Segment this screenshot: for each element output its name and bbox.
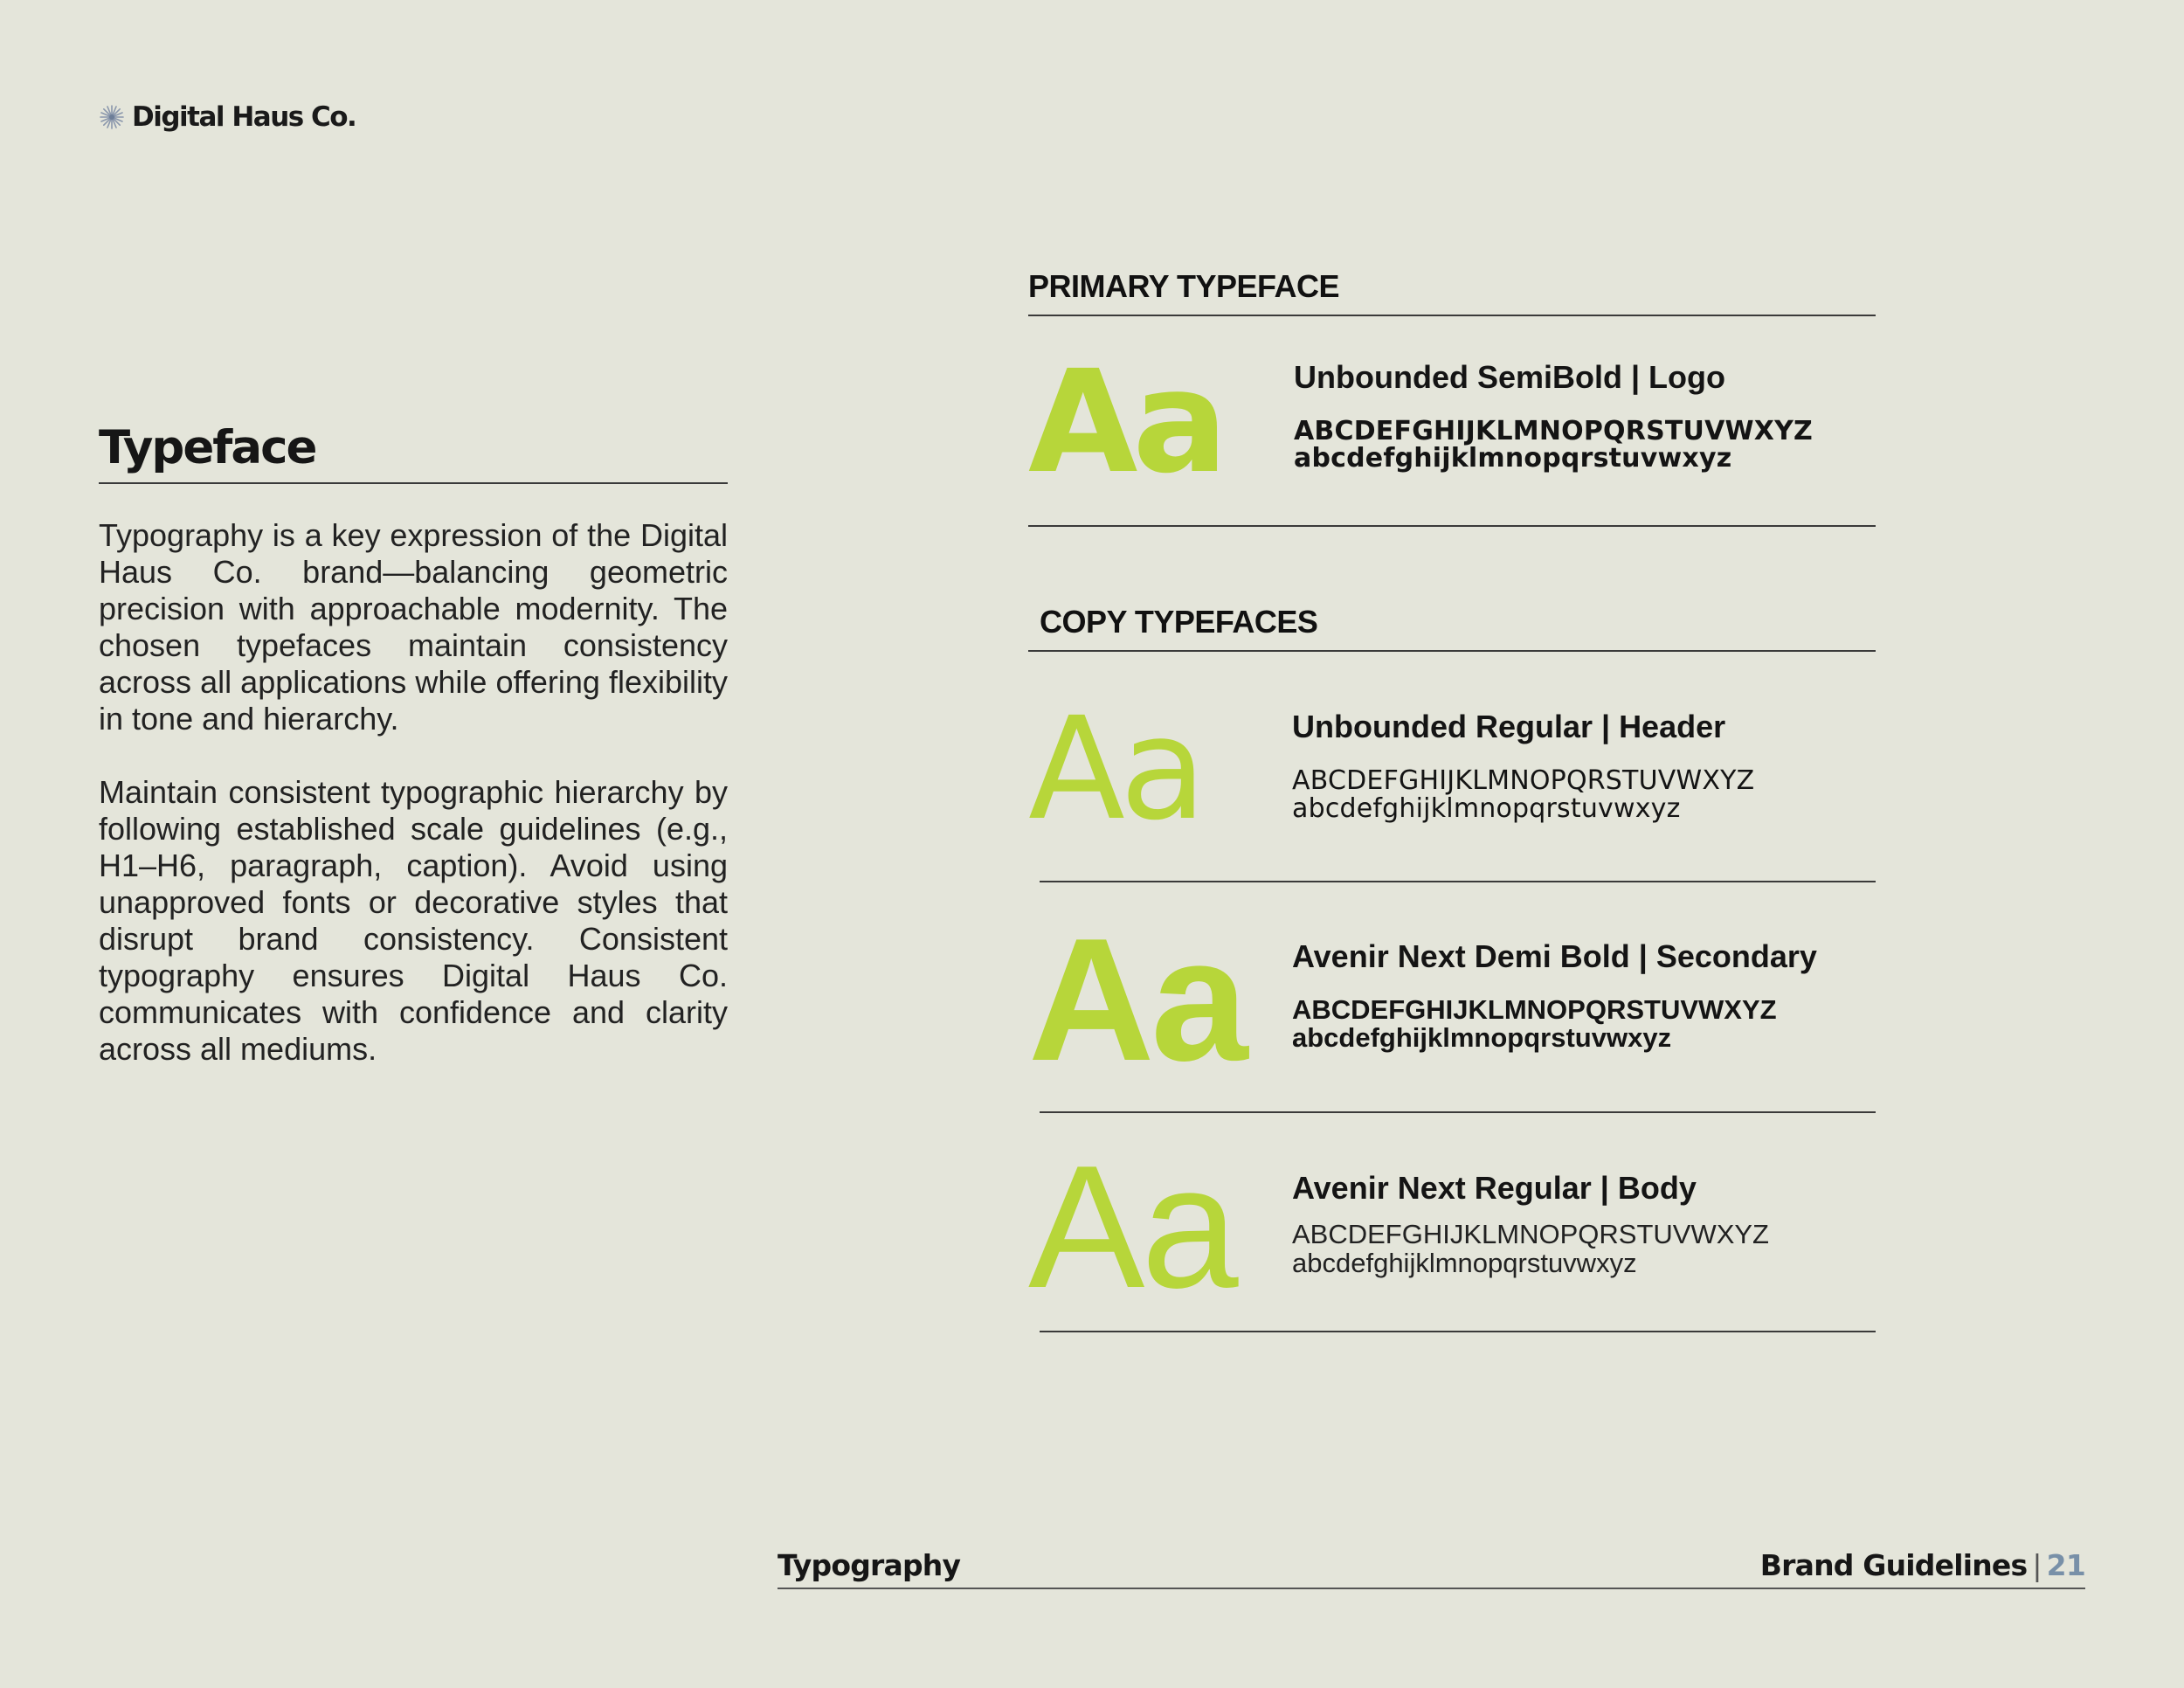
typeface-name: Unbounded Regular | Header (1292, 709, 1726, 744)
intro-paragraph-1: Typography is a key expression of the Digital Haus Co. brand—balancing geometric precision with approachable modernity. The chosen typefaces maintain consistency across all applications while offering flexibility in tone and hierarchy. (99, 517, 728, 737)
divider (1040, 881, 1876, 882)
footer-section-label: Typography (778, 1548, 961, 1582)
divider (1040, 1111, 1876, 1113)
divider (1040, 1331, 1876, 1332)
page-number: 21 (2046, 1548, 2085, 1582)
divider (1028, 315, 1876, 316)
primary-typeface-heading: PRIMARY TYPEFACE (1028, 268, 1340, 304)
lowercase-alphabet: abcdefghijklmnopqrstuvwxyz (1294, 443, 1732, 474)
uppercase-alphabet: ABCDEFGHIJKLMNOPQRSTUVWXYZ (1292, 1219, 1769, 1249)
brand-logo (99, 101, 356, 133)
typeface-sample-avenir-regular: Aa (1028, 1130, 1235, 1325)
lowercase-alphabet: abcdefghijklmnopqrstuvwxyz (1292, 1248, 1637, 1278)
uppercase-alphabet: ABCDEFGHIJKLMNOPQRSTUVWXYZ (1292, 765, 1755, 796)
typeface-sample-unbounded-semibold: Aa (1028, 341, 1223, 505)
copy-typefaces-heading: COPY TYPEFACES (1040, 604, 1318, 640)
footer-doc-title: Brand Guidelines (1759, 1548, 2028, 1582)
footer-separator: | (2032, 1548, 2042, 1582)
footer-doc-info (1760, 1548, 2085, 1583)
lowercase-alphabet: abcdefghijklmnopqrstuvwxyz (1292, 1022, 1672, 1053)
brand-name: Digital Haus Co. (132, 101, 356, 133)
divider (1028, 525, 1876, 527)
typeface-name: Unbounded SemiBold | Logo (1294, 359, 1726, 395)
typeface-name: Avenir Next Demi Bold | Secondary (1292, 938, 1817, 974)
lowercase-alphabet: abcdefghijklmnopqrstuvwxyz (1292, 793, 1681, 824)
starburst-icon (99, 104, 125, 130)
typeface-sample-unbounded-regular: Aa (1028, 688, 1202, 852)
typeface-name: Avenir Next Regular | Body (1292, 1170, 1697, 1206)
footer-divider (778, 1588, 2085, 1589)
intro-paragraph-2: Maintain consistent typographic hierarchy by following established scale guidelines (e.g., H1–H6, paragraph, caption). Avoid using unapproved fonts or decorative styles that disrupt brand consistency. Consistent typography ensures Digital Haus Co. communicates with confidence and clarity across all mediums. (99, 774, 728, 1067)
uppercase-alphabet: ABCDEFGHIJKLMNOPQRSTUVWXYZ (1294, 416, 1814, 446)
typeface-sample-avenir-demi-bold: Aa (1028, 903, 1245, 1097)
divider (1028, 650, 1876, 652)
page-title: Typeface (99, 421, 316, 474)
uppercase-alphabet: ABCDEFGHIJKLMNOPQRSTUVWXYZ (1292, 994, 1777, 1025)
title-divider (99, 482, 728, 484)
